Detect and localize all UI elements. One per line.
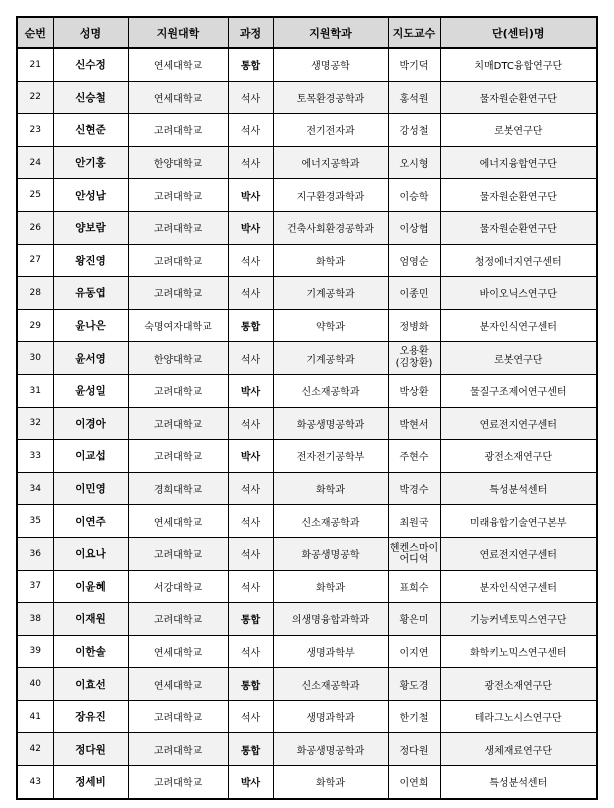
cell-advisor: 최원국 [388,505,440,538]
table-row [17,733,597,766]
cell-advisor: 이종민 [388,277,440,310]
cell-degree: 석사 [228,635,273,668]
table-row [17,309,597,342]
cell-department: 화학과 [273,570,388,603]
cell-department: 전기전자과 [273,114,388,147]
cell-name: 이교섭 [53,440,128,473]
cell-university: 고려대학교 [128,700,228,733]
cell-degree: 박사 [228,440,273,473]
cell-department: 화공생명공학 [273,537,388,570]
cell-degree: 박사 [228,179,273,212]
table-row [17,505,597,538]
roster-sheet [16,16,598,800]
cell-department: 신소재공학과 [273,505,388,538]
cell-name: 왕진영 [53,244,128,277]
cell-university: 고려대학교 [128,766,228,799]
cell-department: 화공생명공학과 [273,733,388,766]
cell-no: 31 [17,374,53,407]
cell-name: 유동엽 [53,277,128,310]
cell-name: 정다원 [53,733,128,766]
table-row [17,211,597,244]
cell-university: 고려대학교 [128,114,228,147]
cell-degree: 석사 [228,81,273,114]
cell-department: 생명과학부 [273,635,388,668]
cell-university: 연세대학교 [128,48,228,81]
cell-advisor: 황도경 [388,668,440,701]
cell-no: 43 [17,766,53,799]
cell-degree: 통합 [228,733,273,766]
header-university: 지원대학 [128,17,228,48]
cell-university: 고려대학교 [128,603,228,636]
cell-name: 이한솔 [53,635,128,668]
cell-advisor: 주현수 [388,440,440,473]
cell-department: 에너지공학과 [273,146,388,179]
cell-no: 40 [17,668,53,701]
cell-degree: 통합 [228,668,273,701]
cell-department: 지구환경과학과 [273,179,388,212]
cell-advisor: 엄영순 [388,244,440,277]
cell-no: 38 [17,603,53,636]
cell-university: 경희대학교 [128,472,228,505]
cell-university: 연세대학교 [128,81,228,114]
advisor-primary: 오용환 [399,346,429,358]
cell-advisor: 홍석원 [388,81,440,114]
cell-degree: 석사 [228,277,273,310]
header-no: 순번 [17,17,53,48]
table-row [17,179,597,212]
cell-no: 41 [17,700,53,733]
cell-center: 광전소재연구단 [440,440,597,473]
cell-name: 윤나은 [53,309,128,342]
cell-advisor: 강성철 [388,114,440,147]
student-roster-table [16,16,598,800]
cell-degree: 석사 [228,505,273,538]
cell-center: 바이오닉스연구단 [440,277,597,310]
cell-department: 화공생명공학과 [273,407,388,440]
cell-no: 34 [17,472,53,505]
cell-advisor [388,537,440,570]
cell-university: 고려대학교 [128,277,228,310]
cell-degree: 석사 [228,700,273,733]
cell-university: 한양대학교 [128,146,228,179]
cell-center: 물질구조제어연구센터 [440,374,597,407]
table-row [17,146,597,179]
cell-center: 미래융합기술연구본부 [440,505,597,538]
cell-department: 기계공학과 [273,342,388,375]
cell-no: 22 [17,81,53,114]
cell-name: 이민영 [53,472,128,505]
cell-degree: 석사 [228,537,273,570]
table-row [17,668,597,701]
header-row [17,17,597,48]
cell-name: 이요나 [53,537,128,570]
cell-center: 기능커넥토믹스연구단 [440,603,597,636]
table-row [17,407,597,440]
cell-center: 에너지융합연구단 [440,146,597,179]
cell-university: 연세대학교 [128,635,228,668]
cell-center: 분자인식연구센터 [440,309,597,342]
cell-degree: 통합 [228,603,273,636]
cell-university: 한양대학교 [128,342,228,375]
cell-center: 특성분석센터 [440,472,597,505]
cell-no: 36 [17,537,53,570]
cell-center: 테라그노시스연구단 [440,700,597,733]
cell-university: 고려대학교 [128,733,228,766]
cell-center: 로봇연구단 [440,114,597,147]
cell-degree: 박사 [228,374,273,407]
cell-name: 신수정 [53,48,128,81]
cell-center: 연료전지연구센터 [440,407,597,440]
cell-no: 42 [17,733,53,766]
cell-no: 39 [17,635,53,668]
table-row [17,635,597,668]
cell-advisor: 이연희 [388,766,440,799]
cell-university: 고려대학교 [128,244,228,277]
cell-no: 26 [17,211,53,244]
cell-advisor: 정병화 [388,309,440,342]
cell-center: 분자인식연구센터 [440,570,597,603]
cell-no: 28 [17,277,53,310]
table-row [17,537,597,570]
cell-name: 신승철 [53,81,128,114]
table-row [17,472,597,505]
cell-name: 이윤혜 [53,570,128,603]
cell-advisor: 이승학 [388,179,440,212]
cell-no: 30 [17,342,53,375]
cell-no: 27 [17,244,53,277]
cell-name: 장유진 [53,700,128,733]
cell-no: 23 [17,114,53,147]
cell-degree: 석사 [228,146,273,179]
table-row [17,81,597,114]
cell-name: 이경아 [53,407,128,440]
table-row [17,603,597,636]
cell-department: 생명과학과 [273,700,388,733]
cell-name: 이연주 [53,505,128,538]
cell-no: 37 [17,570,53,603]
cell-degree: 통합 [228,48,273,81]
cell-advisor: 오시형 [388,146,440,179]
table-row [17,440,597,473]
cell-department: 화학과 [273,472,388,505]
cell-advisor: 박현서 [388,407,440,440]
cell-degree: 석사 [228,114,273,147]
cell-no: 25 [17,179,53,212]
cell-department: 기계공학과 [273,277,388,310]
cell-degree: 석사 [228,342,273,375]
advisor-secondary: (김창환) [395,358,433,370]
cell-name: 이재원 [53,603,128,636]
cell-department: 신소재공학과 [273,668,388,701]
cell-center: 물자원순환연구단 [440,179,597,212]
cell-advisor: 박경수 [388,472,440,505]
cell-university: 고려대학교 [128,407,228,440]
cell-department: 약학과 [273,309,388,342]
cell-center: 청정에너지연구센터 [440,244,597,277]
table-row [17,570,597,603]
cell-department: 생명공학 [273,48,388,81]
cell-name: 이효선 [53,668,128,701]
cell-university: 고려대학교 [128,374,228,407]
cell-no: 29 [17,309,53,342]
cell-name: 윤성일 [53,374,128,407]
cell-degree: 석사 [228,244,273,277]
cell-university: 고려대학교 [128,211,228,244]
cell-university: 고려대학교 [128,440,228,473]
cell-center: 물자원순환연구단 [440,81,597,114]
cell-advisor: 박기덕 [388,48,440,81]
cell-advisor: 정다원 [388,733,440,766]
table-row [17,277,597,310]
cell-center: 로봇연구단 [440,342,597,375]
cell-name: 신현준 [53,114,128,147]
cell-department: 화학과 [273,766,388,799]
cell-university: 숙명여자대학교 [128,309,228,342]
cell-university: 고려대학교 [128,537,228,570]
cell-advisor [388,342,440,375]
cell-department: 신소재공학과 [273,374,388,407]
cell-name: 윤서영 [53,342,128,375]
cell-name: 안성남 [53,179,128,212]
advisor-clipped-text: 헨켄스마이어디억 [389,542,439,565]
cell-no: 33 [17,440,53,473]
cell-no: 21 [17,48,53,81]
table-row [17,700,597,733]
cell-department: 건축사회환경공학과 [273,211,388,244]
cell-name: 정세비 [53,766,128,799]
cell-degree: 석사 [228,407,273,440]
cell-advisor: 박상환 [388,374,440,407]
header-center: 단(센터)명 [440,17,597,48]
table-row [17,244,597,277]
cell-center: 연료전지연구센터 [440,537,597,570]
table-row [17,114,597,147]
cell-advisor: 표희수 [388,570,440,603]
table-row [17,342,597,375]
cell-university: 서강대학교 [128,570,228,603]
cell-advisor: 한기철 [388,700,440,733]
cell-degree: 석사 [228,472,273,505]
cell-center: 광전소재연구단 [440,668,597,701]
cell-no: 24 [17,146,53,179]
table-row [17,374,597,407]
cell-center: 물자원순환연구단 [440,211,597,244]
cell-name: 양보람 [53,211,128,244]
table-row [17,766,597,799]
cell-center: 특성분석센터 [440,766,597,799]
cell-university: 연세대학교 [128,505,228,538]
header-department: 지원학과 [273,17,388,48]
cell-advisor: 이상협 [388,211,440,244]
header-degree: 과정 [228,17,273,48]
cell-university: 연세대학교 [128,668,228,701]
header-name: 성명 [53,17,128,48]
cell-center: 치매DTC융합연구단 [440,48,597,81]
cell-department: 전자전기공학부 [273,440,388,473]
cell-degree: 통합 [228,309,273,342]
cell-department: 화학과 [273,244,388,277]
cell-no: 35 [17,505,53,538]
cell-center: 화학키노믹스연구센터 [440,635,597,668]
cell-degree: 박사 [228,766,273,799]
cell-name: 안기홍 [53,146,128,179]
cell-degree: 석사 [228,570,273,603]
cell-degree: 박사 [228,211,273,244]
cell-no: 32 [17,407,53,440]
cell-advisor: 황은미 [388,603,440,636]
header-advisor: 지도교수 [388,17,440,48]
cell-center: 생체재료연구단 [440,733,597,766]
cell-university: 고려대학교 [128,179,228,212]
cell-advisor: 이지연 [388,635,440,668]
cell-department: 의생명융합과학과 [273,603,388,636]
table-row [17,48,597,81]
cell-department: 토목환경공학과 [273,81,388,114]
